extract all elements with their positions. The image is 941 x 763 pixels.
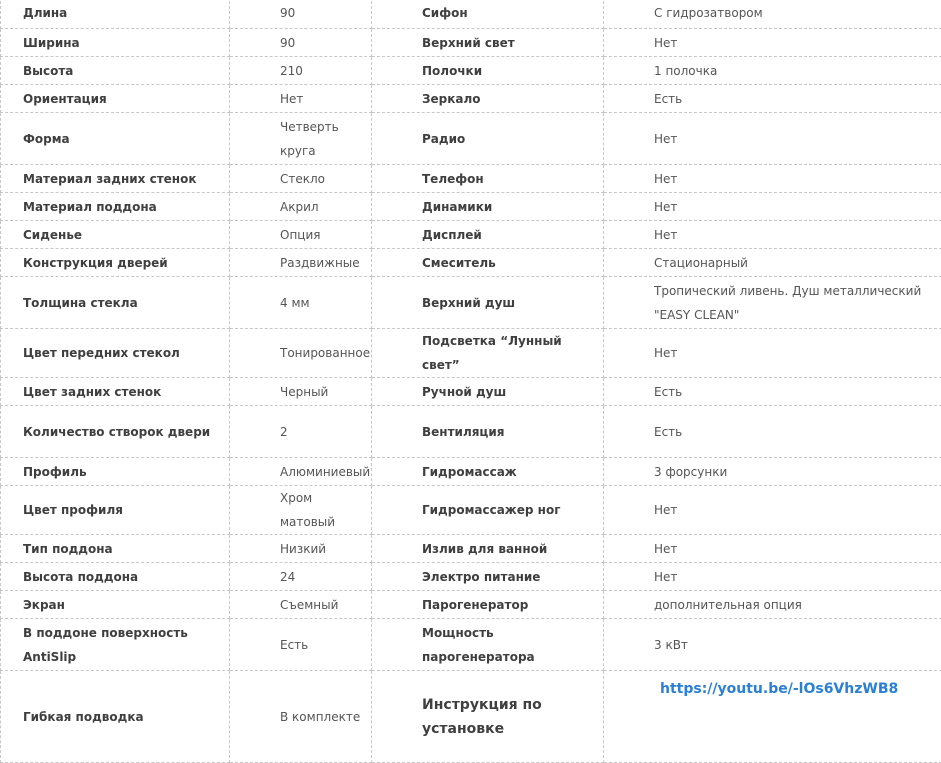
spec-label: Материал поддона bbox=[1, 193, 230, 221]
video-link[interactable]: https://youtu.be/-lOs6VhzWB8 bbox=[660, 677, 941, 701]
spec-label: Подсветка “Лунный свет” bbox=[372, 329, 604, 378]
table-row bbox=[1, 619, 941, 671]
spec-label: Длина bbox=[1, 0, 230, 29]
spec-label: Тип поддона bbox=[1, 535, 230, 563]
spec-value: 24 bbox=[230, 563, 372, 591]
spec-value: Нет bbox=[604, 486, 941, 535]
spec-value: Раздвижные bbox=[230, 249, 372, 277]
spec-label: Высота bbox=[1, 57, 230, 85]
video-link-cell bbox=[604, 671, 941, 763]
spec-label: Толщина стекла bbox=[1, 277, 230, 329]
spec-value: Нет bbox=[230, 85, 372, 113]
spec-label: Цвет передних стекол bbox=[1, 329, 230, 378]
spec-label: Электро питание bbox=[372, 563, 604, 591]
spec-value: 2 bbox=[230, 406, 372, 458]
spec-value: Акрил bbox=[230, 193, 372, 221]
spec-value: 90 bbox=[230, 29, 372, 57]
spec-label: Конструкция дверей bbox=[1, 249, 230, 277]
spec-label: Зеркало bbox=[372, 85, 604, 113]
spec-label: Гибкая подводка bbox=[1, 671, 230, 763]
spec-value: 3 форсунки bbox=[604, 458, 941, 486]
table-row bbox=[1, 277, 941, 329]
spec-label: Смеситель bbox=[372, 249, 604, 277]
table-row bbox=[1, 406, 941, 458]
table-row bbox=[1, 671, 941, 763]
spec-label: Излив для ванной bbox=[372, 535, 604, 563]
spec-value: 210 bbox=[230, 57, 372, 85]
spec-label: Экран bbox=[1, 591, 230, 619]
table-row bbox=[1, 0, 941, 29]
spec-value: Нет bbox=[604, 535, 941, 563]
spec-label: Материал задних стенок bbox=[1, 165, 230, 193]
table-row bbox=[1, 165, 941, 193]
spec-value: Нет bbox=[604, 563, 941, 591]
table-row bbox=[1, 85, 941, 113]
table-row bbox=[1, 221, 941, 249]
spec-label: Гидромассаж bbox=[372, 458, 604, 486]
spec-value: 90 bbox=[230, 0, 372, 29]
spec-label: Форма bbox=[1, 113, 230, 165]
spec-value: Хром матовый bbox=[230, 486, 372, 535]
spec-label: Гидромассажер ног bbox=[372, 486, 604, 535]
table-row bbox=[1, 57, 941, 85]
table-row bbox=[1, 329, 941, 378]
spec-label: Сиденье bbox=[1, 221, 230, 249]
spec-label: Телефон bbox=[372, 165, 604, 193]
spec-label: Радио bbox=[372, 113, 604, 165]
spec-value: Опция bbox=[230, 221, 372, 249]
spec-label: Профиль bbox=[1, 458, 230, 486]
spec-value: С гидрозатвором bbox=[604, 0, 941, 29]
table-row bbox=[1, 193, 941, 221]
spec-label: Ширина bbox=[1, 29, 230, 57]
spec-value: Нет bbox=[604, 29, 941, 57]
spec-value: В комплекте bbox=[230, 671, 372, 763]
spec-value: Нет bbox=[604, 113, 941, 165]
spec-value: Черный bbox=[230, 378, 372, 406]
spec-value: Тропический ливень. Душ металлический "EASY CLEAN" bbox=[604, 277, 941, 329]
spec-label: Парогенератор bbox=[372, 591, 604, 619]
spec-value: Алюминиевый bbox=[230, 458, 372, 486]
spec-label: Ручной душ bbox=[372, 378, 604, 406]
spec-value: Низкий bbox=[230, 535, 372, 563]
table-row bbox=[1, 535, 941, 563]
table-row bbox=[1, 486, 941, 535]
spec-label: Цвет задних стенок bbox=[1, 378, 230, 406]
table-row bbox=[1, 458, 941, 486]
spec-value: Нет bbox=[604, 193, 941, 221]
spec-label: Динамики bbox=[372, 193, 604, 221]
spec-label: Полочки bbox=[372, 57, 604, 85]
table-row bbox=[1, 249, 941, 277]
spec-value: Стационарный bbox=[604, 249, 941, 277]
spec-value: Тонированное bbox=[230, 329, 372, 378]
spec-label: Верхний душ bbox=[372, 277, 604, 329]
table-row bbox=[1, 29, 941, 57]
spec-label: Мощность парогенератора bbox=[372, 619, 604, 671]
table-row bbox=[1, 563, 941, 591]
spec-value: Нет bbox=[604, 221, 941, 249]
spec-value: Съемный bbox=[230, 591, 372, 619]
spec-value: Есть bbox=[604, 406, 941, 458]
spec-label: Дисплей bbox=[372, 221, 604, 249]
spec-label: Количество створок двери bbox=[1, 406, 230, 458]
spec-value: Есть bbox=[604, 85, 941, 113]
spec-value: Нет bbox=[604, 165, 941, 193]
spec-value: дополнительная опция bbox=[604, 591, 941, 619]
spec-value: 1 полочка bbox=[604, 57, 941, 85]
spec-label: Сифон bbox=[372, 0, 604, 29]
spec-value: 4 мм bbox=[230, 277, 372, 329]
spec-value: Нет bbox=[604, 329, 941, 378]
spec-label: Ориентация bbox=[1, 85, 230, 113]
spec-label: Верхний свет bbox=[372, 29, 604, 57]
spec-value: Стекло bbox=[230, 165, 372, 193]
spec-value: Есть bbox=[230, 619, 372, 671]
spec-label: В поддоне поверхность AntiSlip bbox=[1, 619, 230, 671]
spec-label: Вентиляция bbox=[372, 406, 604, 458]
spec-value: Есть bbox=[604, 378, 941, 406]
table-row bbox=[1, 591, 941, 619]
spec-value: Четверть круга bbox=[230, 113, 372, 165]
spec-label: Высота поддона bbox=[1, 563, 230, 591]
spec-label: Цвет профиля bbox=[1, 486, 230, 535]
spec-value: 3 кВт bbox=[604, 619, 941, 671]
install-instructions-label: Инструкция по установке bbox=[372, 671, 604, 763]
table-row bbox=[1, 113, 941, 165]
table-row bbox=[1, 378, 941, 406]
